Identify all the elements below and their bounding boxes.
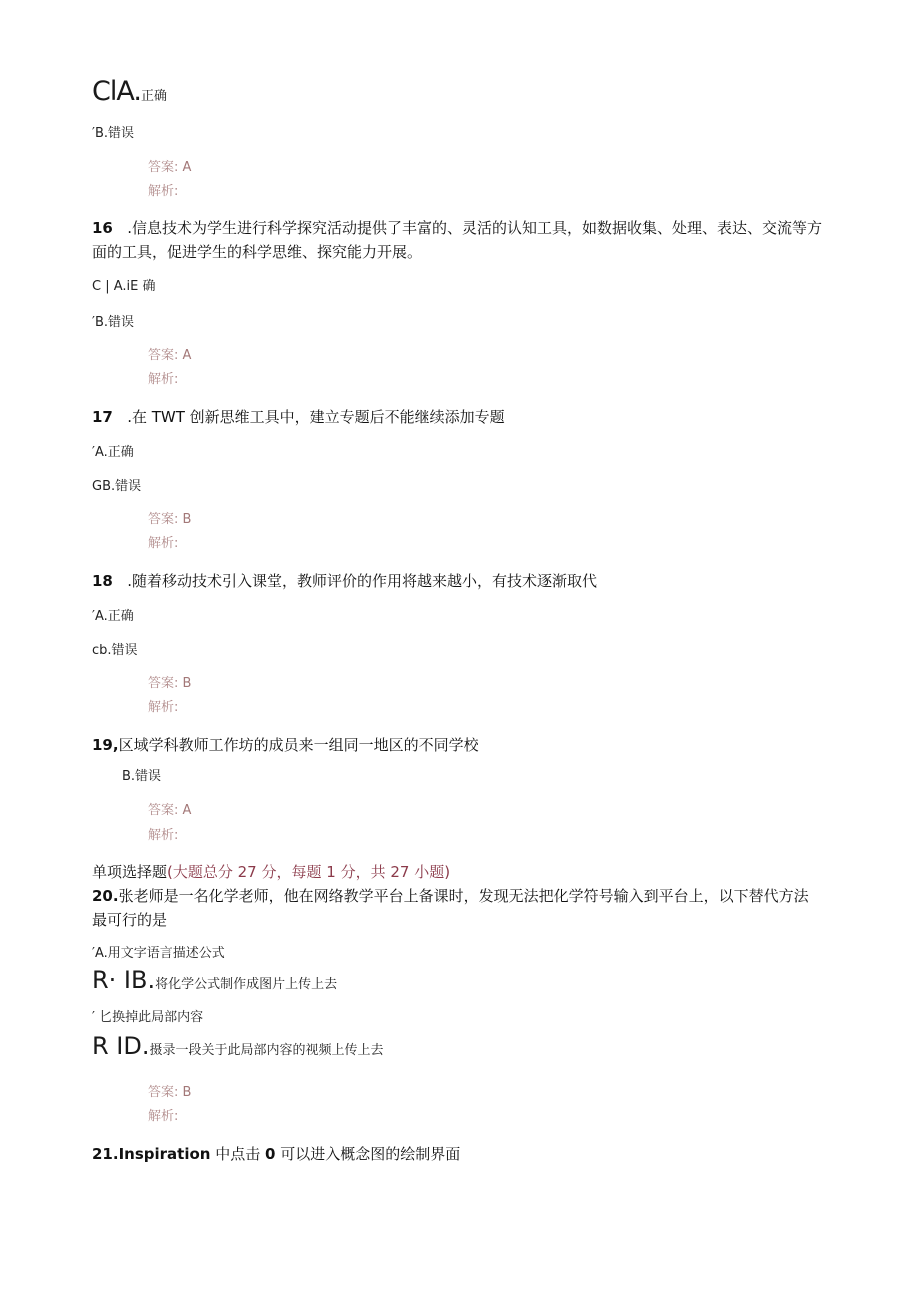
q18-option-b[interactable]: cb.错误 [92,643,138,658]
q18-option-a[interactable]: ′A.正确 [92,609,134,624]
q19-question [92,734,479,755]
q17-text: .在 TWT 创新思维工具中，建立专题后不能继续添加专题 [127,408,505,426]
q20-option-d-prefix: R ID. [92,1032,150,1060]
q16-text: .信息技术为学生进行科学探究活动提供了丰富的、灵活的认知工具，如数据收集、处理、表达、交流等方面的工具，促进学生的科学思维、探究能力开展。 [92,219,822,261]
q18-analysis-label: 解析: [148,700,179,715]
q16-analysis-label: 解析: [148,372,179,387]
q15-option-a-prefix: ClA. [92,76,141,107]
q20-option-b[interactable] [92,966,337,994]
q20-option-c[interactable]: ′ 匕换掉此局部内容 [92,1010,204,1025]
q16-question [92,216,822,264]
answer-value: A [182,803,192,818]
q18-answer [148,672,191,691]
answer-label: 答案: [148,803,179,818]
section-header [92,861,450,882]
q20-option-b-prefix: R· IB. [92,966,156,994]
answer-value: A [182,160,192,175]
q20-answer [148,1081,191,1100]
q16-answer [148,344,191,363]
q15-option-b[interactable] [92,122,134,141]
q15-analysis-label: 解析: [148,184,179,199]
q21-bold-zero: 0 [265,1145,276,1163]
q20-number: 20. [92,887,119,905]
answer-label: 答案: [148,1085,179,1100]
q17-question [92,406,505,427]
q18-text: .随着移动技术引入课堂，教师评价的作用将越来越小，有技术逐渐取代 [127,572,597,590]
q20-analysis-label: 解析: [148,1109,179,1124]
q19-option-b[interactable]: B.错误 [122,769,162,784]
answer-value: B [182,512,192,527]
q19-analysis-label: 解析: [148,828,179,843]
q17-analysis-label: 解析: [148,536,179,551]
answer-value: B [182,1085,192,1100]
q20-option-a[interactable]: ′A.用文字语言描述公式 [92,946,225,961]
q17-number: 17 [92,408,113,426]
answer-label: 答案: [148,348,179,363]
q15-option-b-text: 错误 [108,126,135,141]
q15-option-a-text: 正确 [140,89,167,104]
q17-answer [148,508,191,527]
q20-question [92,884,822,932]
q21-text2: 可以进入概念图的绘制界面 [275,1145,461,1163]
q18-number: 18 [92,572,113,590]
answer-label: 答案: [148,160,179,175]
q16-number: 16 [92,219,113,237]
section-subtitle: (大题总分 27 分，每题 1 分，共 27 小题) [167,863,451,881]
q21-question [92,1143,460,1164]
q16-option-a[interactable]: C | A.iE 确 [92,279,156,294]
q18-question [92,570,597,591]
q19-answer [148,799,191,818]
q19-text: 区域学科教师工作坊的成员来一组同一地区的不同学校 [118,736,479,754]
q20-option-b-text: 将化学公式制作成图片上传上去 [155,977,338,992]
q21-number: 21. [92,1145,119,1163]
q15-option-a[interactable] [92,76,167,107]
answer-value: A [182,348,192,363]
q20-option-d[interactable] [92,1032,384,1060]
q16-option-b[interactable]: ′B.错误 [92,315,135,330]
answer-label: 答案: [148,512,179,527]
q20-option-d-text: 摄录一段关于此局部内容的视频上传上去 [149,1043,384,1058]
q20-text: 张老师是一名化学老师，他在网络教学平台上备课时，发现无法把化学符号输入到平台上，以下替代方法最可行的是 [92,887,809,929]
q15-answer [148,156,191,175]
section-title: 单项选择题 [92,863,168,881]
q19-number: 19, [92,736,119,754]
q21-bold-word: Inspiration [118,1145,211,1163]
q15-option-b-prefix: ′B. [92,126,109,141]
answer-label: 答案: [148,676,179,691]
q21-text: 中点击 [210,1145,266,1163]
q17-option-b[interactable]: GB.错误 [92,479,142,494]
answer-value: B [182,676,192,691]
q17-option-a[interactable]: ′A.正确 [92,445,134,460]
